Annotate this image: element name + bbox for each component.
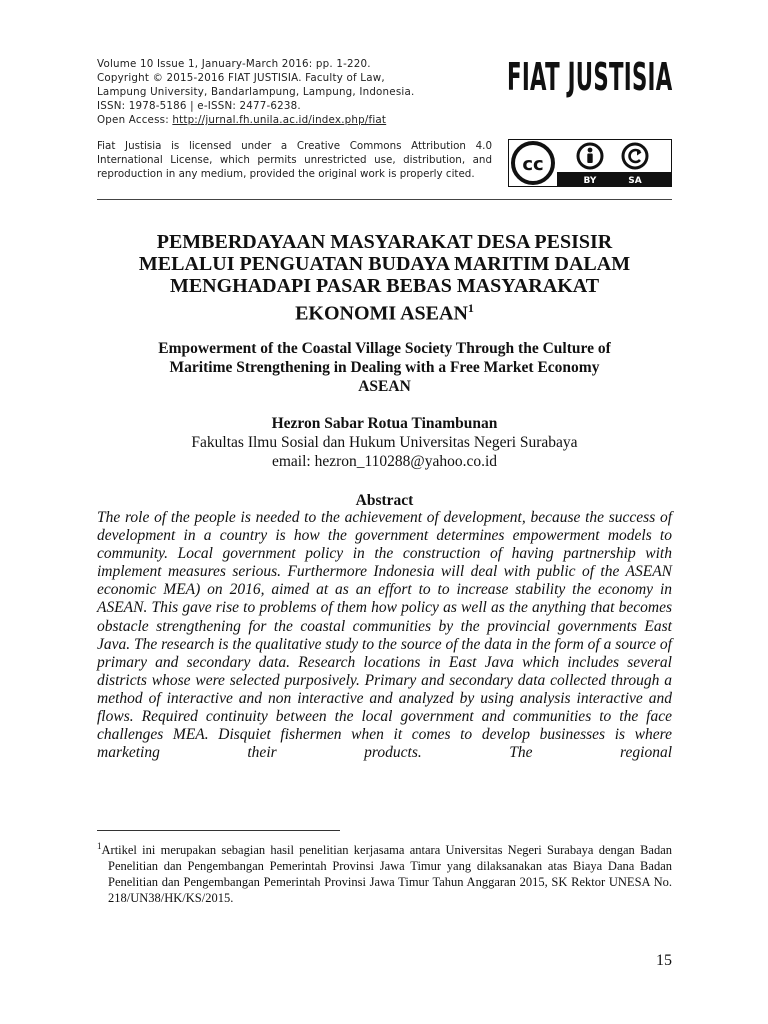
title-footnote-mark[interactable]: 1 [467, 301, 474, 315]
author-name: Hezron Sabar Rotua Tinambunan [271, 415, 498, 432]
page-number: 15 [656, 952, 672, 969]
issn-line: ISSN: 1978-5186 | e-ISSN: 2477-6238. [97, 100, 301, 112]
footnote [97, 838, 672, 906]
title-id-line: EKONOMI ASEAN$^1$ [295, 301, 474, 325]
cc-icon [513, 143, 553, 183]
copyright-line: Copyright © 2015-2016 FIAT JUSTISIA. Faculty of Law, [97, 72, 385, 84]
open-access-line [97, 113, 672, 127]
title-en-line: Maritime Strengthening in Dealing with a Free Market Economy [169, 359, 600, 376]
share-alike-icon [623, 144, 647, 168]
title-en-line: ASEAN [358, 378, 411, 395]
open-access-link[interactable]: http://jurnal.fh.unila.ac.id/index.php/fiat [172, 114, 387, 126]
by-label: BY [583, 176, 597, 186]
volume-line: Volume 10 Issue 1, January-March 2016: pp. 1-220. [97, 58, 371, 70]
author-affiliation: Fakultas Ilmu Sosial dan Hukum Universitas Negeri Surabaya [191, 434, 578, 451]
footnote-mark: 1 [97, 841, 102, 851]
svg-text:cc: cc [522, 154, 544, 175]
open-access-label: Open Access: [97, 114, 173, 126]
journal-logo: FIAT JUSTISIA [507, 55, 673, 99]
sa-label: SA [628, 176, 642, 186]
title-id-line: MENGHADAPI PASAR BEBAS MASYARAKAT [169, 275, 600, 297]
header-divider [97, 199, 672, 200]
address-line: Lampung University, Bandarlampung, Lampung, Indonesia. [97, 86, 415, 98]
attribution-person-icon [578, 144, 602, 168]
footnote-text: Artikel ini merupakan sebagian hasil penelitian kerjasama antara Universitas Negeri Surabaya dengan Badan Penelitian dan Pengembangan Pemerintah Provinsi Jawa Timur yang dilaksanakan atas Biaya Dana Badan Penelitian dan Pengembangan Pemerintah Provinsi Jawa Timur Tahun Anggaran 2015, SK Rektor UNESA No. 218/UN38/HK/KS/2015. [101, 843, 672, 906]
author-email: email: hezron_110288@yahoo.co.id [271, 453, 498, 470]
journal-header [97, 55, 673, 186]
abstract-body: The role of the people is needed to the achievement of development, because the success of development in a country is how the government determines empowerment models to community. Local government policy in the construction of having partnership with implement measures serious. Furthermore Indonesia will deal with public of the ASEAN economic MEA) on 2016, aimed at as an effort to to increase stability the economy in ASEAN. This gave rise to problems of them how policy as well as the anything that becomes obstacle strengthening for the coastal communities by the provincial governments East Java. The research is the qualitative study to the source of the data in the form of a source of primary and secondary data. Research locations in East Java which includes several districts whose were selected purposively. Primary and secondary data collected through a method of interactive and non interactive and analyzed by using analysis interactive and flows. Required continuity between the local government and communities to the face challenges MEA. Disquiet fishermen when it comes to develop businesses is where marketing their products. The regional [97, 509, 672, 762]
cc-badge-graphic [509, 140, 671, 186]
title-id-line: PEMBERDAYAAN MASYARAKAT DESA PESISIR [156, 231, 613, 253]
abstract-heading: Abstract [355, 492, 414, 509]
article-title-indonesian [97, 231, 672, 325]
license-text: Fiat Justisia is licensed under a Creative Commons Attribution 4.0 International License, which permits unrestricted use, distribution, and reproduction in any medium, provided the original work is properly cited. [97, 140, 492, 180]
cc-by-sa-badge[interactable] [508, 139, 672, 187]
footnote-divider [97, 830, 340, 831]
title-en-line: Empowerment of the Coastal Village Society Through the Culture of [158, 340, 611, 357]
article-title-english [97, 339, 672, 396]
title-id-line: MELALUI PENGUATAN BUDAYA MARITIM DALAM [138, 253, 631, 275]
